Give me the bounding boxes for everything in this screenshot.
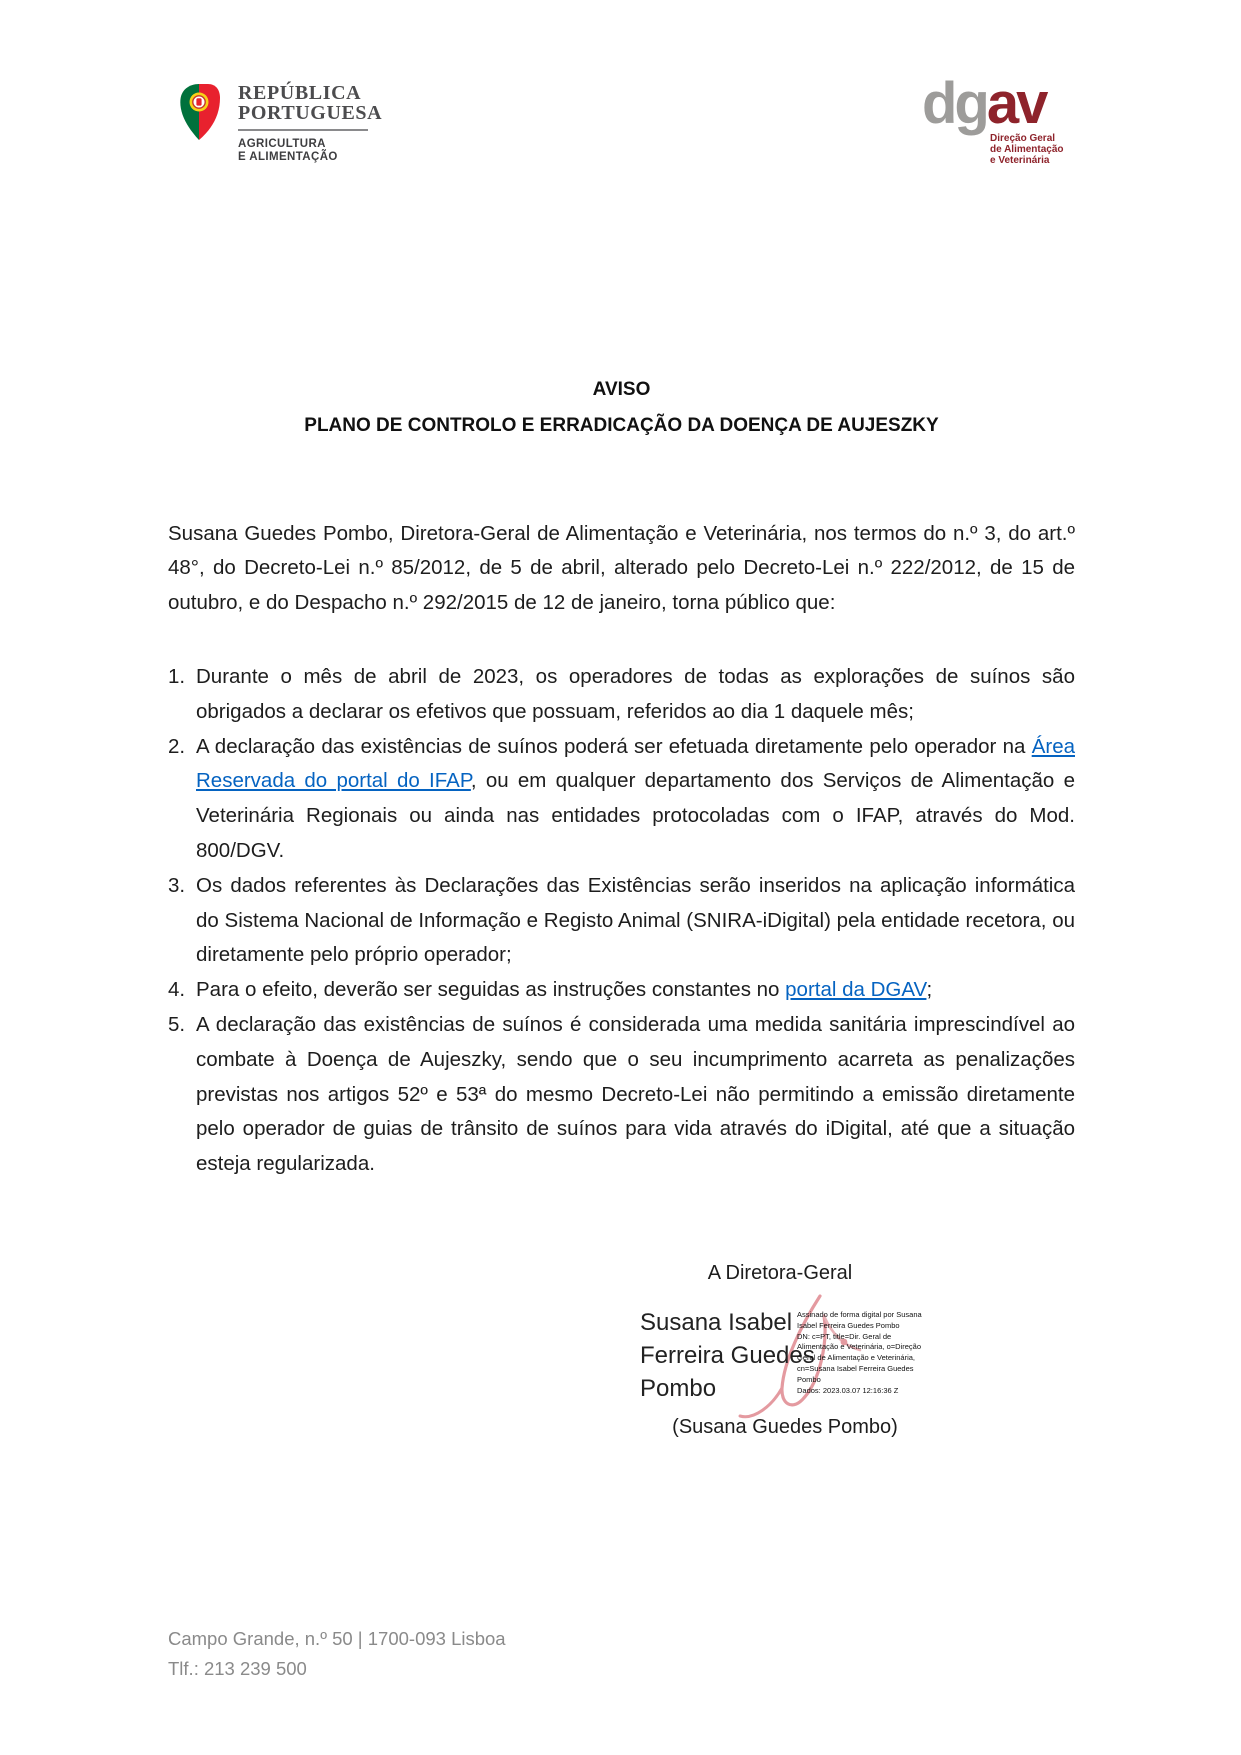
list-item-5 [168, 1008, 1075, 1182]
dgav-subtitle [990, 133, 1092, 166]
republica-portuguesa-logo [178, 83, 382, 164]
dgav-dg: dg [922, 71, 987, 136]
title-plano: PLANO DE CONTROLO E ERRADICAÇÃO DA DOENÇA DE AUJESZKY [304, 415, 939, 436]
dgav-logo [922, 71, 1092, 166]
gov-logo-divider [238, 129, 368, 131]
ifap-portal-link[interactable]: Área Reservada do portal do IFAP [196, 734, 1075, 793]
dgav-portal-link[interactable]: portal da DGAV [785, 978, 927, 1002]
gov-logo-line1: REPÚBLICA [238, 82, 362, 104]
list-item-1-text: Durante o mês de abril de 2023, os operadores de todas as explorações de suínos são obrigados a declarar os efetivos que possuam, referidos ao dia 1 daquele mês; [196, 665, 1075, 723]
list-item-2-text [196, 730, 1075, 869]
list-item-4-number: 4. [168, 978, 186, 1002]
signature-signer-name: Susana Isabel Ferreira Guedes Pombo [640, 1309, 815, 1402]
cert-line: Pombo [797, 1374, 821, 1384]
list-item-4-text [196, 973, 1075, 1008]
list-item-4 [168, 973, 1075, 1008]
list-item-3 [168, 869, 1075, 973]
cert-line: Dados: 2023.03.07 12:16:36 Z [797, 1385, 899, 1395]
cert-line: Assinado de forma digital por Susana [797, 1310, 922, 1319]
footer-phone: Tlf.: 213 239 500 [168, 1658, 307, 1679]
cert-line: Isabel Ferreira Guedes Pombo [797, 1320, 900, 1330]
cert-line: cn=Susana Isabel Ferreira Guedes [797, 1363, 914, 1373]
title-aviso: AVISO [592, 379, 651, 400]
text-segment: ; [926, 978, 933, 1002]
cert-line: DN: c=PT, title=Dir. Geral de [797, 1331, 892, 1341]
footer-address: Campo Grande, n.º 50 | 1700-093 Lisboa [168, 1628, 506, 1649]
gov-logo-dept1: AGRICULTURA [238, 138, 326, 150]
list-item-5-number: 5. [168, 1012, 186, 1036]
gov-logo-text [238, 83, 382, 164]
list-item-2-number: 2. [168, 734, 186, 758]
dgav-subtitle-line3: e Veterinária [990, 155, 1050, 166]
dgav-subtitle-line1: Direção Geral [990, 133, 1056, 144]
list-item-3-number: 3. [168, 873, 186, 897]
cert-line: Geral de Alimentação e Veterinária, [797, 1353, 915, 1363]
gov-logo-line2: PORTUGUESA [238, 102, 383, 124]
list-item-1-number: 1. [168, 665, 186, 688]
document-title [168, 372, 1075, 444]
list-item-1 [168, 660, 1075, 730]
text-segment: A declaração das existências de suínos poderá ser efetuada diretamente pelo operador na [196, 734, 1032, 758]
dgav-wordmark [922, 71, 1092, 136]
text-segment: , ou em qualquer departamento dos Serviços de Alimentação e Veterinária Regionais ou ainda nas entidades protocoladas com o IFAP, através do Mod. 800/DGV. [196, 769, 1075, 862]
portuguese-flag-icon [178, 83, 222, 141]
list-item-5-text: A declaração das existências de suínos é considerada uma medida sanitária imprescindível ao combate à Doença de Aujeszky, sendo que o seu incumprimento acarreta as penalizações previstas nos artigos 52º e 53ª do mesmo Decreto-Lei não permitindo a emissão diretamente pelo operador de guias de trânsito de suínos para vida através do iDigital, até que a situação esteja regularizada. [196, 1012, 1075, 1176]
intro-paragraph: Susana Guedes Pombo, Diretora-Geral de Alimentação e Veterinária, nos termos do n.º 3, do art.º 48°, do Decreto-Lei n.º 85/2012, de 5 de abril, alterado pelo Decreto-Lei n.º 222/2012, de 15 de outubro, e do Despacho n.º 292/2015 de 12 de janeiro, torna público que: [168, 521, 1075, 615]
page-footer [168, 1624, 506, 1684]
list-item-2 [168, 730, 1075, 869]
signature-certificate-text [797, 1310, 947, 1396]
numbered-list [168, 660, 1075, 1182]
signature-printed-name: (Susana Guedes Pombo) [672, 1416, 898, 1438]
list-item-3-text: Os dados referentes às Declarações das Existências serão inseridos na aplicação informática do Sistema Nacional de Informação e Registo Animal (SNIRA-iDigital) pela entidade recetora, ou diretamente pelo próprio operador; [196, 873, 1075, 967]
dgav-av: av [986, 71, 1046, 136]
signature-role: A Diretora-Geral [707, 1262, 853, 1284]
text-segment: Para o efeito, deverão ser seguidas as instruções constantes no [196, 978, 786, 1002]
cert-line: Alimentação e Veterinária, o=Direção [797, 1342, 922, 1352]
gov-logo-dept2: E ALIMENTAÇÃO [238, 151, 338, 163]
dgav-subtitle-line2: de Alimentação [990, 144, 1064, 155]
